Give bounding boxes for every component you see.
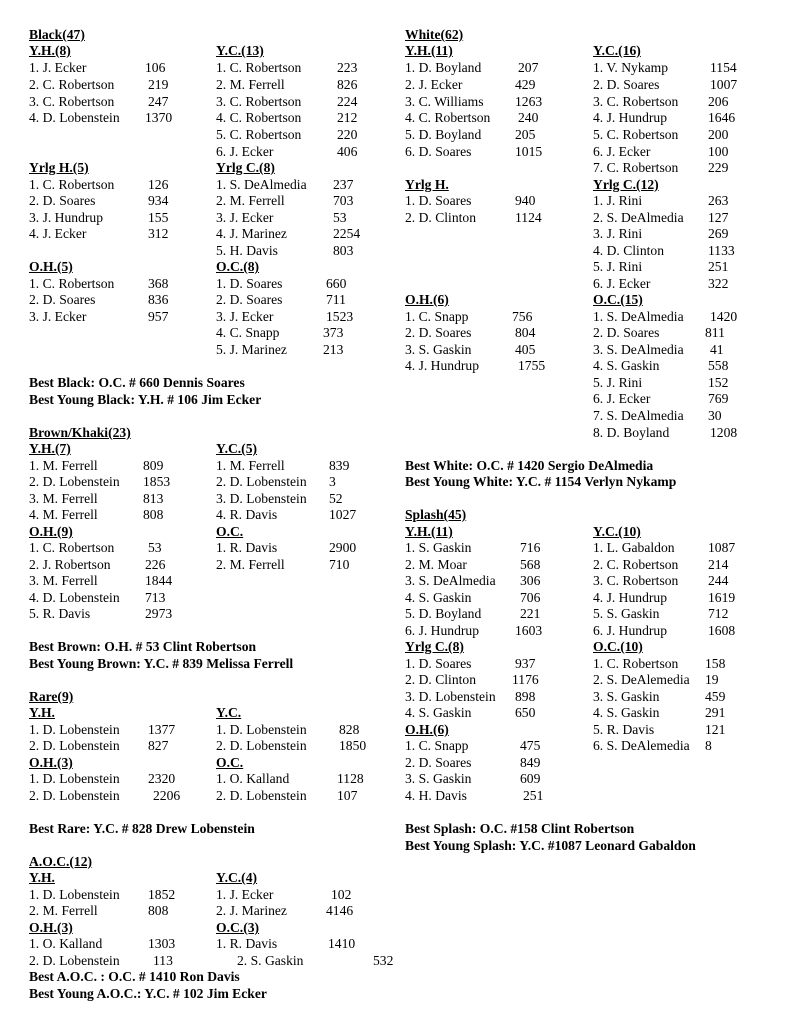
entry-number: 102 [331,887,352,902]
entry-name: 5. C. Robertson [593,127,679,142]
entry-number: 312 [148,226,169,241]
entry-number: 53 [333,210,347,225]
entry-name: 3. M. Ferrell [29,491,98,506]
group-title: O.H.(6) [405,292,449,307]
entry-number: 712 [708,606,729,621]
entry-name: 3. C. Robertson [593,94,679,109]
entry-number: 650 [515,705,536,720]
entry-number: 1853 [143,474,171,489]
entry-name: 4. M. Ferrell [29,507,98,522]
entry-number: 8 [705,738,712,753]
group-title: Y.C.(10) [593,524,641,539]
entry-number: 756 [512,309,533,324]
entry-number: 224 [337,94,358,109]
group-title: Y.C. [216,705,242,720]
entry-number: 2900 [329,540,357,555]
best-award: Best Young Black: Y.H. # 106 Jim Ecker [29,392,262,407]
entry-number: 1154 [710,60,737,75]
entry-number: 1176 [512,672,539,687]
entry-number: 1608 [708,623,736,638]
entry-name: 2. D. Soares [593,77,660,92]
entry-name: 2. D. Lobenstein [29,953,120,968]
entry-name: 4. D. Clinton [593,243,664,258]
entry-name: 1. D. Soares [405,656,472,671]
entry-name: 4. S. Gaskin [405,590,472,605]
entry-number: 251 [708,259,729,274]
entry-number: 3 [329,474,336,489]
entry-number: 703 [333,193,354,208]
entry-number: 813 [143,491,164,506]
entry-name: 4. J. Ecker [29,226,87,241]
entry-number: 1377 [148,722,176,737]
entry-name: 2. D. Soares [29,292,96,307]
entry-number: 898 [515,689,536,704]
entry-number: 368 [148,276,169,291]
entry-number: 219 [148,77,169,92]
entry-number: 212 [337,110,358,125]
entry-name: 1. D. Lobenstein [29,887,120,902]
entry-name: 2. D. Lobenstein [29,738,120,753]
entry-name: 1. D. Soares [405,193,472,208]
best-award: Best Young Brown: Y.C. # 839 Melissa Ferrell [29,656,294,671]
entry-name: 3. C. Robertson [29,94,115,109]
group-title: Y.H.(8) [29,43,71,58]
entry-number: 1370 [145,110,173,125]
entry-number: 263 [708,193,729,208]
entry-number: 957 [148,309,169,324]
entry-number: 940 [515,193,536,208]
best-award: Best White: O.C. # 1420 Sergio DeAlmedia [405,458,654,473]
entry-number: 2973 [145,606,173,621]
entry-number: 937 [515,656,536,671]
group-title: Yrlg C.(8) [216,160,275,175]
entry-name: 1. C. Robertson [29,177,115,192]
group-title: O.C.(15) [593,292,643,307]
entry-name: 6. J. Ecker [593,391,651,406]
entry-name: 4. J. Marinez [216,226,287,241]
best-award: Best Brown: O.H. # 53 Clint Robertson [29,639,257,654]
entry-name: 1. L. Gabaldon [593,540,675,555]
group-title: Yrlg H. [405,177,449,192]
best-award: Best A.O.C. : O.C. # 1410 Ron Davis [29,969,240,984]
entry-name: 4. C. Robertson [405,110,491,125]
entry-name: 3. S. DeAlmedia [405,573,496,588]
entry-name: 1. J. Ecker [216,887,274,902]
entry-number: 237 [333,177,354,192]
entry-number: 52 [329,491,343,506]
entry-name: 2. D. Soares [405,325,472,340]
entry-name: 2. D. Clinton [405,210,476,225]
entry-number: 4146 [326,903,354,918]
entry-number: 152 [708,375,729,390]
entry-name: 2. D. Lobenstein [29,788,120,803]
entry-number: 240 [518,110,539,125]
entry-number: 223 [337,60,358,75]
entry-name: 4. J. Hundrup [405,358,480,373]
entry-number: 269 [708,226,729,241]
best-award: Best Young Splash: Y.C. #1087 Leonard Gabaldon [405,838,696,853]
entry-number: 126 [148,177,169,192]
entry-name: 4. D. Lobenstein [29,110,120,125]
entry-name: 3. M. Ferrell [29,573,98,588]
entry-number: 934 [148,193,169,208]
entry-number: 1646 [708,110,736,125]
entry-number: 406 [337,144,358,159]
entry-name: 7. S. DeAlmedia [593,408,684,423]
entry-number: 808 [148,903,169,918]
entry-number: 205 [515,127,536,142]
entry-name: 1. O. Kalland [216,771,290,786]
entry-name: 2. S. DeAlmedia [593,210,684,225]
entry-number: 716 [520,540,541,555]
entry-name: 7. C. Robertson [593,160,679,175]
entry-number: 2254 [333,226,361,241]
group-title: Y.H. [29,705,55,720]
entry-number: 226 [145,557,166,572]
group-title: O.C.(3) [216,920,260,935]
entry-number: 127 [708,210,729,225]
entry-name: 2. D. Lobenstein [216,788,307,803]
entry-number: 811 [705,325,725,340]
group-title: O.H.(3) [29,920,73,935]
entry-name: 8. D. Boyland [593,425,670,440]
entry-name: 1. S. DeAlmedia [593,309,684,324]
entry-number: 828 [339,722,360,737]
group-title: Yrlg H.(5) [29,160,89,175]
group-title: Y.C.(5) [216,441,258,456]
entry-number: 1303 [148,936,176,951]
entry-name: 2. M. Moar [405,557,467,572]
entry-number: 459 [705,689,726,704]
entry-name: 1. S. Gaskin [405,540,472,555]
entry-name: 6. J. Hundrup [405,623,480,638]
entry-name: 4. J. Hundrup [593,590,668,605]
entry-number: 1850 [339,738,367,753]
entry-number: 711 [326,292,346,307]
entry-name: 2. C. Robertson [593,557,679,572]
entry-number: 849 [520,755,541,770]
entry-name: 1. C. Snapp [405,738,469,753]
entry-name: 2. M. Ferrell [216,193,285,208]
entry-name: 4. J. Hundrup [593,110,668,125]
entry-number: 1133 [708,243,735,258]
entry-name: 5. H. Davis [216,243,278,258]
entry-name: 5. J. Marinez [216,342,287,357]
group-title: Y.H.(11) [405,43,453,58]
entry-number: 251 [523,788,544,803]
entry-number: 106 [145,60,166,75]
entry-name: 5. D. Boyland [405,127,482,142]
entry-name: 1. R. Davis [216,540,278,555]
entry-name: 1. V. Nykamp [593,60,669,75]
entry-name: 5. R. Davis [593,722,655,737]
entry-number: 1755 [518,358,546,373]
best-award: Best Young A.O.C.: Y.C. # 102 Jim Ecker [29,986,267,1001]
entry-number: 826 [337,77,358,92]
entry-number: 1124 [515,210,542,225]
entry-name: 1. M. Ferrell [216,458,285,473]
group-title: Y.H.(7) [29,441,71,456]
entry-name: 1. D. Soares [216,276,283,291]
entry-name: 6. S. DeAlemedia [593,738,690,753]
entry-name: 3. D. Lobenstein [216,491,307,506]
entry-number: 827 [148,738,169,753]
entry-number: 100 [708,144,729,159]
section-header-rare: Rare(9) [29,689,74,704]
entry-name: 3. C. Williams [405,94,484,109]
entry-name: 2. J. Marinez [216,903,287,918]
best-award: Best Rare: Y.C. # 828 Drew Lobenstein [29,821,255,836]
entry-name: 2. M. Ferrell [216,557,285,572]
entry-name: 3. S. Gaskin [405,771,472,786]
entry-number: 1007 [710,77,738,92]
group-title: O.H.(5) [29,259,73,274]
entry-number: 809 [143,458,164,473]
entry-number: 1015 [515,144,543,159]
entry-number: 1844 [145,573,173,588]
entry-name: 2. J. Robertson [29,557,111,572]
entry-name: 5. R. Davis [29,606,91,621]
entry-number: 609 [520,771,541,786]
entry-number: 1603 [515,623,543,638]
entry-number: 1128 [337,771,364,786]
entry-name: 3. J. Ecker [29,309,87,324]
entry-number: 322 [708,276,729,291]
entry-number: 769 [708,391,729,406]
entry-name: 4. S. Gaskin [593,358,660,373]
group-title: Y.H. [29,870,55,885]
entry-number: 1852 [148,887,176,902]
entry-name: 4. S. Gaskin [593,705,660,720]
entry-name: 5. D. Boyland [405,606,482,621]
group-title: O.H.(6) [405,722,449,737]
entry-name: 2. S. Gaskin [237,953,304,968]
entry-number: 660 [326,276,347,291]
entry-number: 475 [520,738,541,753]
entry-name: 3. S. Gaskin [593,689,660,704]
entry-name: 2. D. Lobenstein [29,474,120,489]
group-title: O.C.(10) [593,639,643,654]
entry-name: 1. D. Lobenstein [29,722,120,737]
entry-name: 1. J. Ecker [29,60,87,75]
group-title: Yrlg C.(8) [405,639,464,654]
entry-name: 1. D. Lobenstein [216,722,307,737]
group-title: Y.C.(4) [216,870,258,885]
group-title: Y.C.(16) [593,43,641,58]
entry-name: 3. J. Ecker [216,309,274,324]
entry-number: 221 [520,606,541,621]
entry-number: 803 [333,243,354,258]
entry-number: 107 [337,788,358,803]
group-title: Y.C.(13) [216,43,264,58]
entry-name: 3. J. Ecker [216,210,274,225]
group-title: Y.H.(11) [405,524,453,539]
entry-number: 247 [148,94,169,109]
entry-name: 5. J. Rini [593,375,643,390]
entry-name: 3. C. Robertson [593,573,679,588]
entry-name: 4. S. Gaskin [405,705,472,720]
entry-name: 2. S. DeAlemedia [593,672,690,687]
entry-name: 3. S. Gaskin [405,342,472,357]
entry-number: 121 [705,722,726,737]
entry-name: 2. D. Clinton [405,672,476,687]
entry-name: 2. D. Soares [216,292,283,307]
entry-number: 836 [148,292,169,307]
entry-number: 706 [520,590,541,605]
group-title: O.H.(3) [29,755,73,770]
entry-number: 19 [705,672,719,687]
entry-number: 558 [708,358,729,373]
entry-number: 710 [329,557,350,572]
entry-number: 53 [148,540,162,555]
entry-name: 6. D. Soares [405,144,472,159]
entry-number: 206 [708,94,729,109]
entry-number: 220 [337,127,358,142]
entry-name: 4. D. Lobenstein [29,590,120,605]
entry-number: 214 [708,557,729,572]
entry-number: 1087 [708,540,736,555]
entry-name: 3. D. Lobenstein [405,689,496,704]
entry-number: 405 [515,342,536,357]
section-header-brown: Brown/Khaki(23) [29,425,131,440]
entry-name: 2. M. Ferrell [29,903,98,918]
entry-name: 5. S. Gaskin [593,606,660,621]
group-title: Yrlg C.(12) [593,177,659,192]
entry-name: 3. J. Rini [593,226,643,241]
entry-name: 2. C. Robertson [29,77,115,92]
entry-name: 5. C. Robertson [216,127,302,142]
entry-name: 4. C. Robertson [216,110,302,125]
entry-name: 4. C. Snapp [216,325,280,340]
entry-number: 200 [708,127,729,142]
entry-name: 3. C. Robertson [216,94,302,109]
entry-name: 1. C. Robertson [29,276,115,291]
entry-number: 213 [323,342,344,357]
entry-number: 113 [153,953,173,968]
entry-number: 30 [708,408,722,423]
entry-number: 229 [708,160,729,175]
entry-number: 1263 [515,94,543,109]
entry-number: 2320 [148,771,176,786]
entry-number: 158 [705,656,726,671]
entry-number: 41 [710,342,724,357]
entry-name: 1. C. Robertson [29,540,115,555]
entry-number: 306 [520,573,541,588]
entry-number: 1523 [326,309,354,324]
entry-name: 1. C. Robertson [216,60,302,75]
best-award: Best Young White: Y.C. # 1154 Verlyn Nykamp [405,474,677,489]
entry-name: 1. D. Boyland [405,60,482,75]
entry-number: 839 [329,458,350,473]
entry-name: 1. C. Snapp [405,309,469,324]
entry-name: 1. O. Kalland [29,936,103,951]
entry-name: 2. D. Soares [593,325,660,340]
entry-name: 1. S. DeAlmedia [216,177,307,192]
entry-name: 3. J. Hundrup [29,210,104,225]
group-title: O.C. [216,755,244,770]
entry-name: 3. S. DeAlmedia [593,342,684,357]
entry-name: 1. C. Robertson [593,656,679,671]
entry-number: 207 [518,60,539,75]
entry-number: 713 [145,590,166,605]
entry-number: 1027 [329,507,357,522]
entry-name: 5. J. Rini [593,259,643,274]
entry-name: 2. D. Lobenstein [216,738,307,753]
entry-number: 291 [705,705,726,720]
entry-number: 429 [515,77,536,92]
entry-number: 373 [323,325,344,340]
entry-name: 2. D. Soares [29,193,96,208]
entry-name: 1. J. Rini [593,193,643,208]
entry-name: 4. H. Davis [405,788,467,803]
entry-number: 804 [515,325,536,340]
entry-name: 2. J. Ecker [405,77,463,92]
entry-number: 1410 [328,936,356,951]
entry-number: 568 [520,557,541,572]
entry-name: 6. J. Ecker [216,144,274,159]
entry-name: 1. D. Lobenstein [29,771,120,786]
entry-name: 2. D. Lobenstein [216,474,307,489]
section-header-white: White(62) [405,27,464,42]
entry-name: 4. R. Davis [216,507,278,522]
group-title: O.C.(8) [216,259,260,274]
entry-number: 155 [148,210,169,225]
entry-number: 1208 [710,425,738,440]
entry-number: 244 [708,573,729,588]
entry-number: 808 [143,507,164,522]
entry-number: 2206 [153,788,181,803]
section-header-aoc: A.O.C.(12) [29,854,93,869]
entry-name: 2. D. Soares [405,755,472,770]
section-header-black: Black(47) [29,27,85,42]
entry-number: 1619 [708,590,736,605]
entry-name: 1. M. Ferrell [29,458,98,473]
entry-name: 1. R. Davis [216,936,278,951]
entry-name: 6. J. Ecker [593,144,651,159]
entry-number: 1420 [710,309,738,324]
entry-name: 2. M. Ferrell [216,77,285,92]
entry-number: 532 [373,953,394,968]
section-header-splash: Splash(45) [405,507,467,522]
best-award: Best Black: O.C. # 660 Dennis Soares [29,375,245,390]
entry-name: 6. J. Hundrup [593,623,668,638]
entry-name: 6. J. Ecker [593,276,651,291]
group-title: O.H.(9) [29,524,73,539]
group-title: O.C. [216,524,244,539]
best-award: Best Splash: O.C. #158 Clint Robertson [405,821,635,836]
